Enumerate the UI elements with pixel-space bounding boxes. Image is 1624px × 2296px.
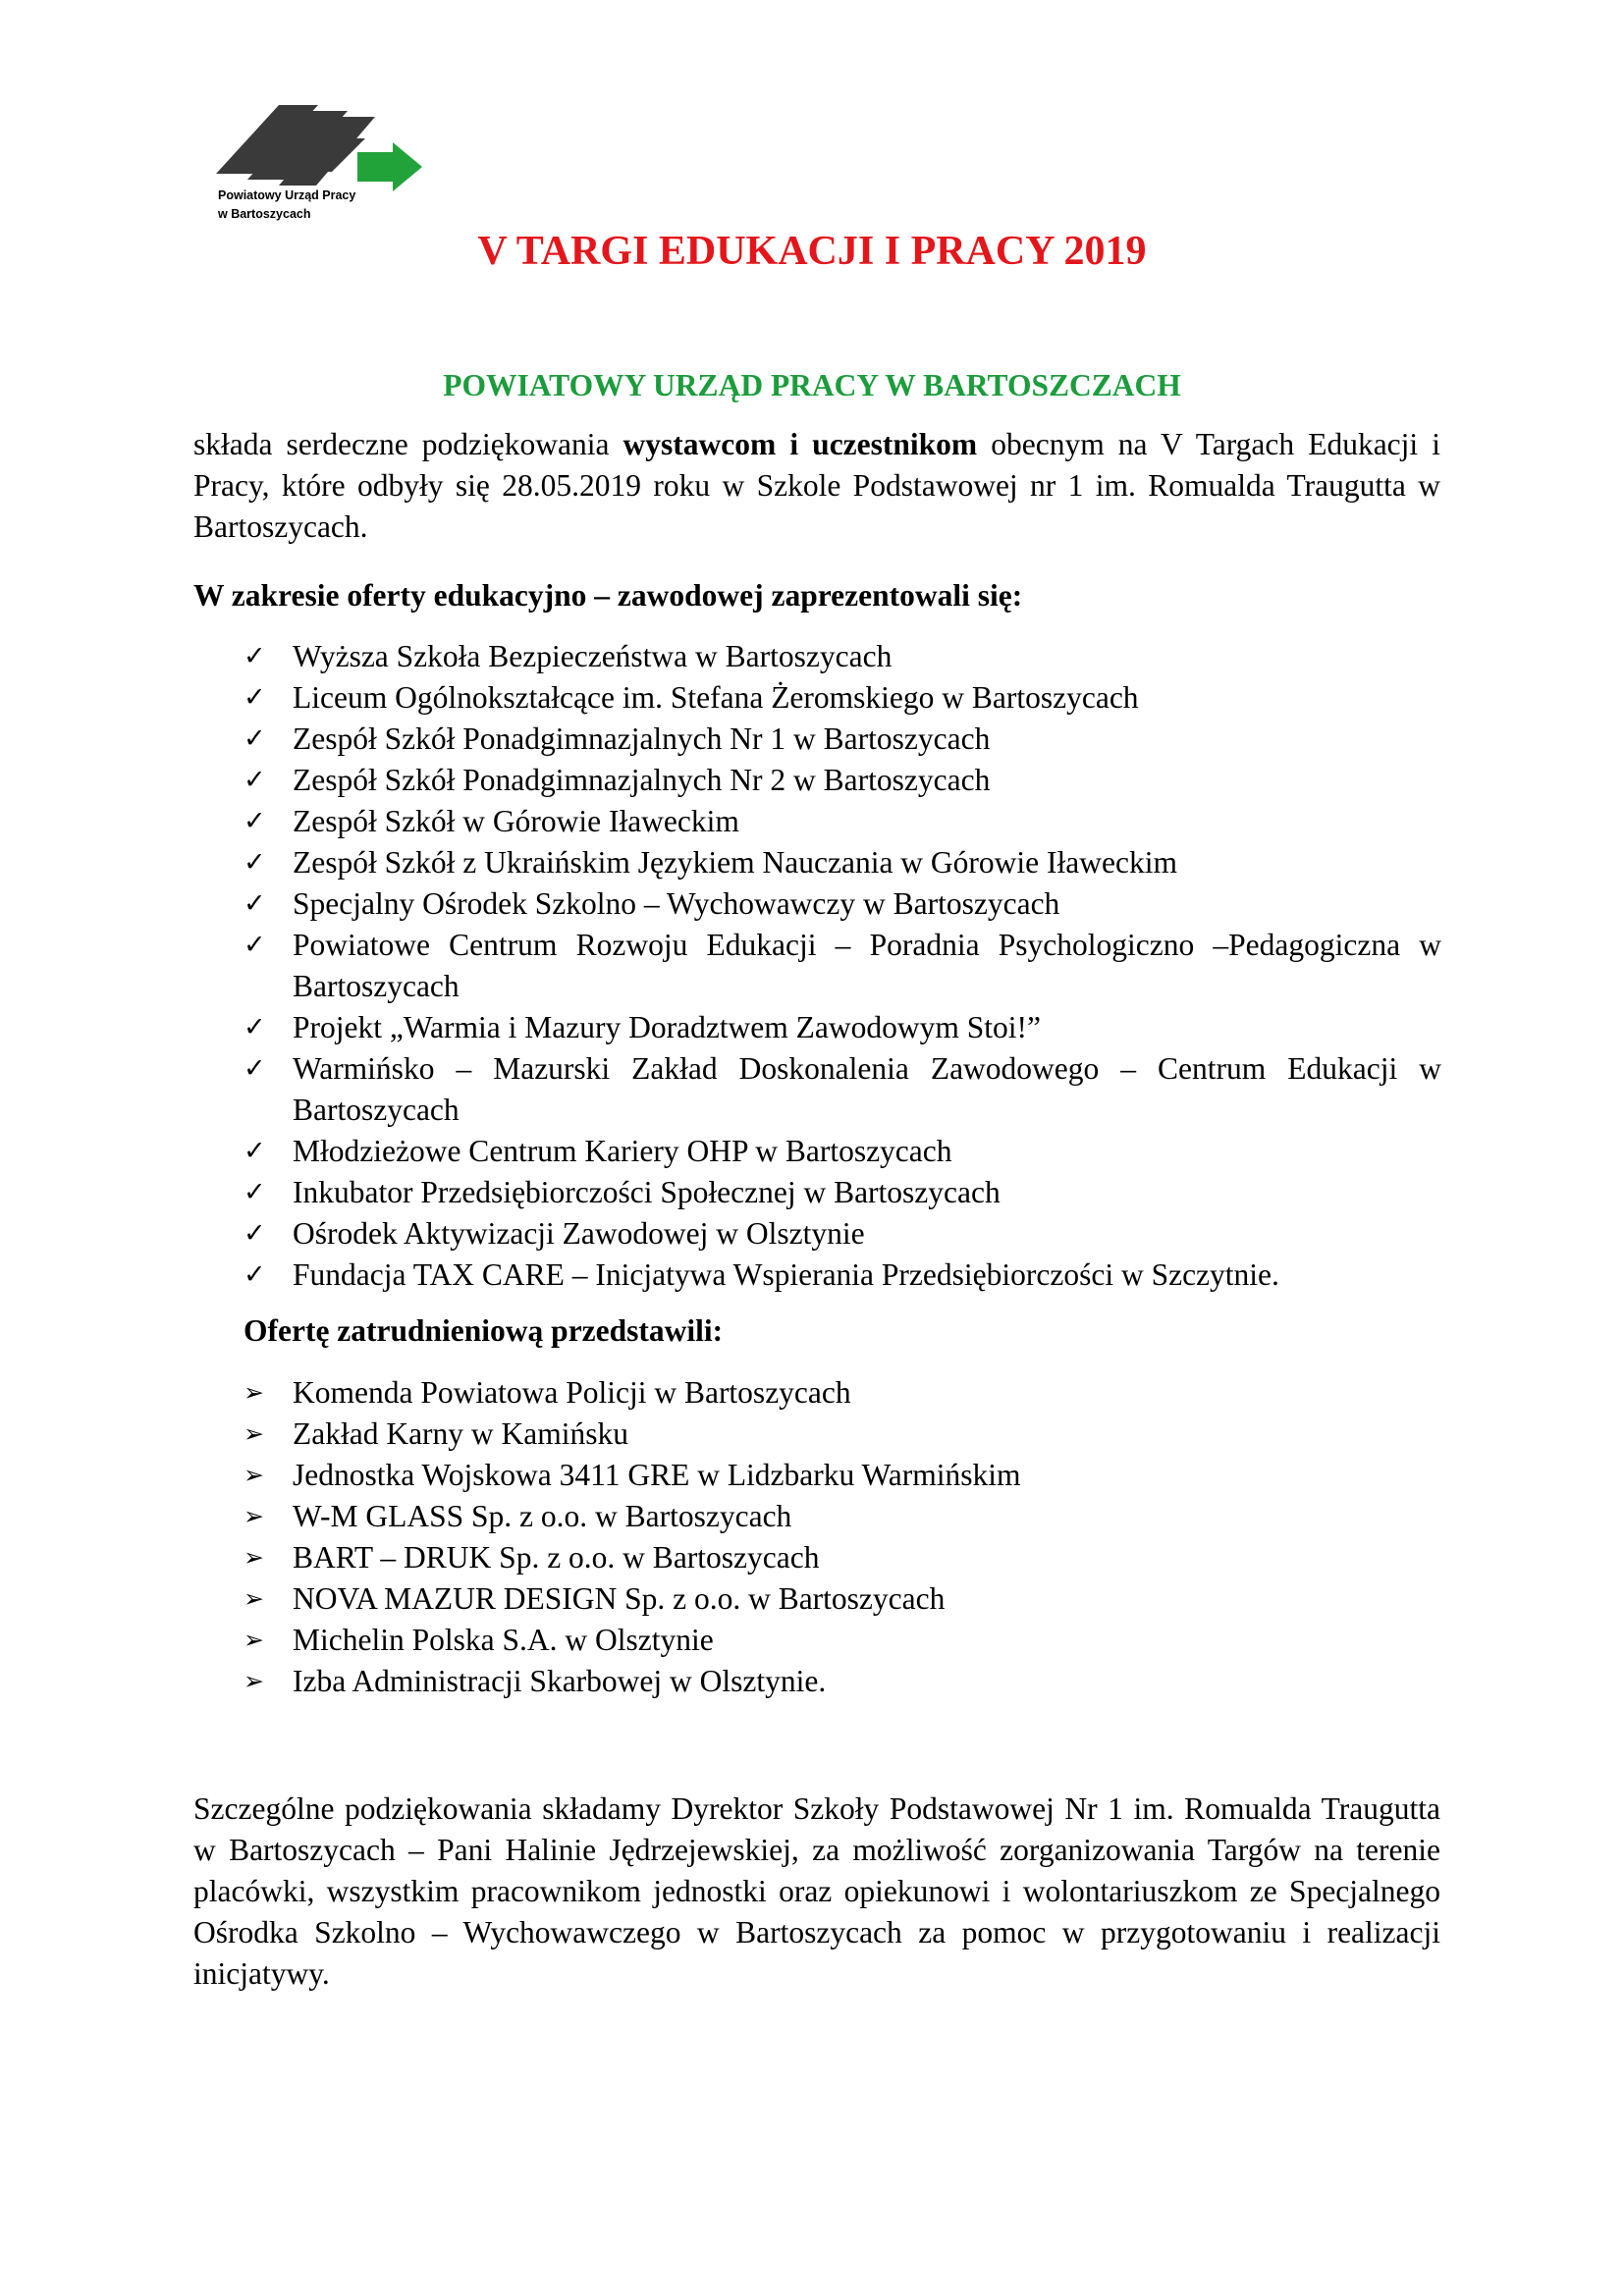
education-section-heading: W zakresie oferty edukacyjno – zawodowej zaprezentowali się: [193,578,1023,613]
check-icon: ✓ [244,1177,266,1207]
list-item: ✓ Wyższa Szkoła Bezpieczeństwa w Bartoszycach [244,636,1441,677]
list-item: ✓ Młodzieżowe Centrum Kariery OHP w Bartoszycach [244,1131,1441,1172]
list-item: ✓ Warmińsko – Mazurski Zakład Doskonalenia Zawodowego – Centrum Edukacji w Bartoszycach [244,1048,1441,1131]
intro-text-start: składa serdeczne podziękowania [193,427,623,461]
intro-text-bold: wystawcom i uczestnikom [623,427,978,461]
check-icon: ✓ [244,888,266,919]
list-item: ➢ Komenda Powiatowa Policji w Bartoszycach [244,1372,1441,1414]
arrow-bullet-icon: ➢ [244,1584,264,1613]
employment-section-heading: Ofertę zatrudnieniową przedstawili: [244,1313,724,1348]
check-icon: ✓ [244,641,266,671]
check-icon: ✓ [244,930,266,960]
list-item: ✓ Zespół Szkół z Ukraińskim Językiem Nauczania w Górowie Iławeckim [244,842,1441,883]
logo-arrow-icon [357,142,422,191]
check-icon: ✓ [244,1053,266,1084]
list-item: ✓ Zespół Szkół w Górowie Iławeckim [244,801,1441,842]
arrow-bullet-icon: ➢ [244,1419,264,1448]
check-icon: ✓ [244,723,266,754]
list-item: ➢ BART – DRUK Sp. z o.o. w Bartoszycach [244,1537,1441,1578]
intro-text-end: obecnym na V Targach Edukacji i Pracy, które odbyły się 28.05.2019 roku w Szkole Podstawowej nr 1 im. Romualda Traugutta w Bartoszycach. [193,427,1440,544]
arrow-bullet-icon: ➢ [244,1543,264,1572]
check-icon: ✓ [244,847,266,878]
arrow-bullet-icon: ➢ [244,1461,264,1489]
check-icon: ✓ [244,765,266,795]
check-icon: ✓ [244,1259,266,1290]
list-item: ➢ Jednostka Wojskowa 3411 GRE w Lidzbarku Warmińskim [244,1455,1441,1496]
arrow-bullet-icon: ➢ [244,1502,264,1530]
list-item: ✓ Inkubator Przedsiębiorczości Społecznej w Bartoszycach [244,1172,1441,1213]
intro-paragraph [193,424,1440,548]
list-item: ✓ Powiatowe Centrum Rozwoju Edukacji – Poradnia Psychologiczno –Pedagogiczna w Bartoszycach [244,925,1441,1007]
closing-paragraph [193,1789,1440,1995]
education-exhibitors-list [244,636,1441,1296]
list-item: ➢ Izba Administracji Skarbowej w Olsztynie. [244,1661,1441,1702]
list-item: ✓ Projekt „Warmia i Mazury Doradztwem Zawodowym Stoi!” [244,1007,1441,1048]
list-item: ✓ Liceum Ogólnokształcące im. Stefana Żeromskiego w Bartoszycach [244,677,1441,719]
list-item: ✓ Ośrodek Aktywizacji Zawodowej w Olsztynie [244,1213,1441,1255]
employment-exhibitors-list [244,1372,1441,1702]
arrow-bullet-icon: ➢ [244,1626,264,1654]
list-item: ➢ Zakład Karny w Kamińsku [244,1414,1441,1455]
closing-text: Szczególne podziękowania składamy Dyrektor Szkoły Podstawowej Nr 1 im. Romualda Traugutta w Bartoszycach – Pani Halinie Jędrzejewskiej, za możliwość zorganizowania Targów na terenie placówki, wszystkim pracownikom jednostki oraz opiekunowi i wolontariuszkom ze Specjalnego Ośrodka Szkolno – Wychowawczego w Bartoszycach za pomoc w przygotowaniu i realizacji inicjatywy. [193,1791,1440,1991]
check-icon: ✓ [244,1218,266,1249]
arrow-bullet-icon: ➢ [244,1378,264,1407]
check-icon: ✓ [244,806,266,836]
arrow-bullet-icon: ➢ [244,1667,264,1695]
list-item: ✓ Specjalny Ośrodek Szkolno – Wychowawczy w Bartoszycach [244,883,1441,925]
check-icon: ✓ [244,1012,266,1042]
list-item: ✓ Zespół Szkół Ponadgimnazjalnych Nr 1 w Bartoszycach [244,719,1441,760]
list-item: ✓ Fundacja TAX CARE – Inicjatywa Wspierania Przedsiębiorczości w Szczytnie. [244,1255,1441,1296]
check-icon: ✓ [244,682,266,713]
list-item: ➢ Michelin Polska S.A. w Olsztynie [244,1620,1441,1661]
logo-text [218,187,355,224]
list-item: ➢ NOVA MAZUR DESIGN Sp. z o.o. w Bartoszycach [244,1578,1441,1620]
logo-line-1: Powiatowy Urząd Pracy [218,188,356,202]
list-item: ✓ Zespół Szkół Ponadgimnazjalnych Nr 2 w Bartoszycach [244,760,1441,801]
document-title: V TARGI EDUKACJI I PRACY 2019 [477,229,1147,274]
logo-line-2: w Bartoszycach [218,207,311,221]
check-icon: ✓ [244,1136,266,1166]
list-item: ➢ W-M GLASS Sp. z o.o. w Bartoszycach [244,1496,1441,1537]
document-subtitle: POWIATOWY URZĄD PRACY W BARTOSZCZACH [443,368,1181,402]
